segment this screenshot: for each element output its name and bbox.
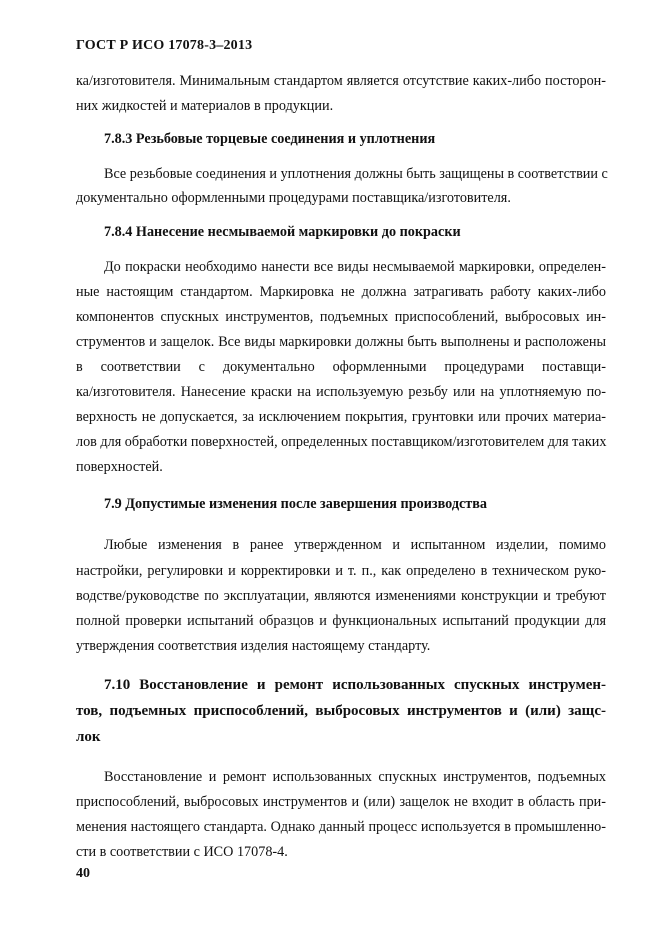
section-heading-7-10-line: тов, подъемных приспособлений, выбросовых инструментов и (или) защс- <box>76 703 606 719</box>
section-heading-7-10: 7.10 Восстановление и ремонт использованных спускных инструмен- <box>104 677 606 693</box>
paragraph-line: верхность не допускается, за исключением покрытия, грунтовки или прочих материа- <box>76 409 606 425</box>
document-header: ГОСТ Р ИСО 17078-3–2013 <box>76 38 253 53</box>
section-heading-7-8-3: 7.8.3 Резьбовые торцевые соединения и уплотнения <box>104 131 436 147</box>
paragraph-line: приспособлений, выбросовых инструментов и (или) защелок не входит в область при- <box>76 794 606 810</box>
section-heading-7-8-4: 7.8.4 Нанесение несмываемой маркировки до покраски <box>104 224 461 240</box>
paragraph-line: полной проверки испытаний образцов и функциональных испытаний продукции для <box>76 613 606 629</box>
section-heading-7-10-line: лок <box>76 729 101 745</box>
paragraph-line: До покраски необходимо нанести все виды несмываемой маркировки, определен- <box>104 259 606 275</box>
paragraph-line: поверхностей. <box>76 459 163 475</box>
paragraph-line: ка/изготовителя. Минимальным стандартом является отсутствие каких-либо посторон- <box>76 73 606 89</box>
paragraph-line: водстве/руководстве по эксплуатации, являются изменениями конструкции и требуют <box>76 588 606 604</box>
paragraph-line: Любые изменения в ранее утвержденном и испытанном изделии, помимо <box>104 537 606 553</box>
paragraph-line: Восстановление и ремонт использованных спускных инструментов, подъемных <box>104 769 606 785</box>
page-number: 40 <box>76 866 90 881</box>
paragraph-line: ка/изготовителя. Нанесение краски на используемую резьбу или на уплотняемую по- <box>76 384 606 400</box>
paragraph-line: сти в соответствии с ИСО 17078-4. <box>76 844 288 860</box>
paragraph-line: в соответствии с документально оформленными процедурами поставщи- <box>76 359 606 375</box>
paragraph-line: ные настоящим стандартом. Маркировка не должна затрагивать работу каких-либо <box>76 284 606 300</box>
paragraph-line: них жидкостей и материалов в продукции. <box>76 98 334 114</box>
section-heading-7-9: 7.9 Допустимые изменения после завершения производства <box>104 496 488 512</box>
paragraph-line: Все резьбовые соединения и уплотнения должны быть защищены в соответствии с <box>104 166 608 182</box>
paragraph-line: лов для обработки поверхностей, определенных поставщиком/изготовителем для таких <box>76 434 607 450</box>
paragraph-line: настройки, регулировки и корректировки и т. п., как определено в техническом руко- <box>76 563 606 579</box>
paragraph-line: струментов и защелок. Все виды маркировки должны быть выполнены и расположены <box>76 334 606 350</box>
paragraph-line: документально оформленными процедурами поставщика/изготовителя. <box>76 190 511 206</box>
paragraph-line: менения настоящего стандарта. Однако данный процесс используется в промышленно- <box>76 819 606 835</box>
paragraph-line: утверждения соответствия изделия настоящему стандарту. <box>76 638 431 654</box>
paragraph-line: компонентов спускных инструментов, подъемных приспособлений, выбросовых ин- <box>76 309 606 325</box>
